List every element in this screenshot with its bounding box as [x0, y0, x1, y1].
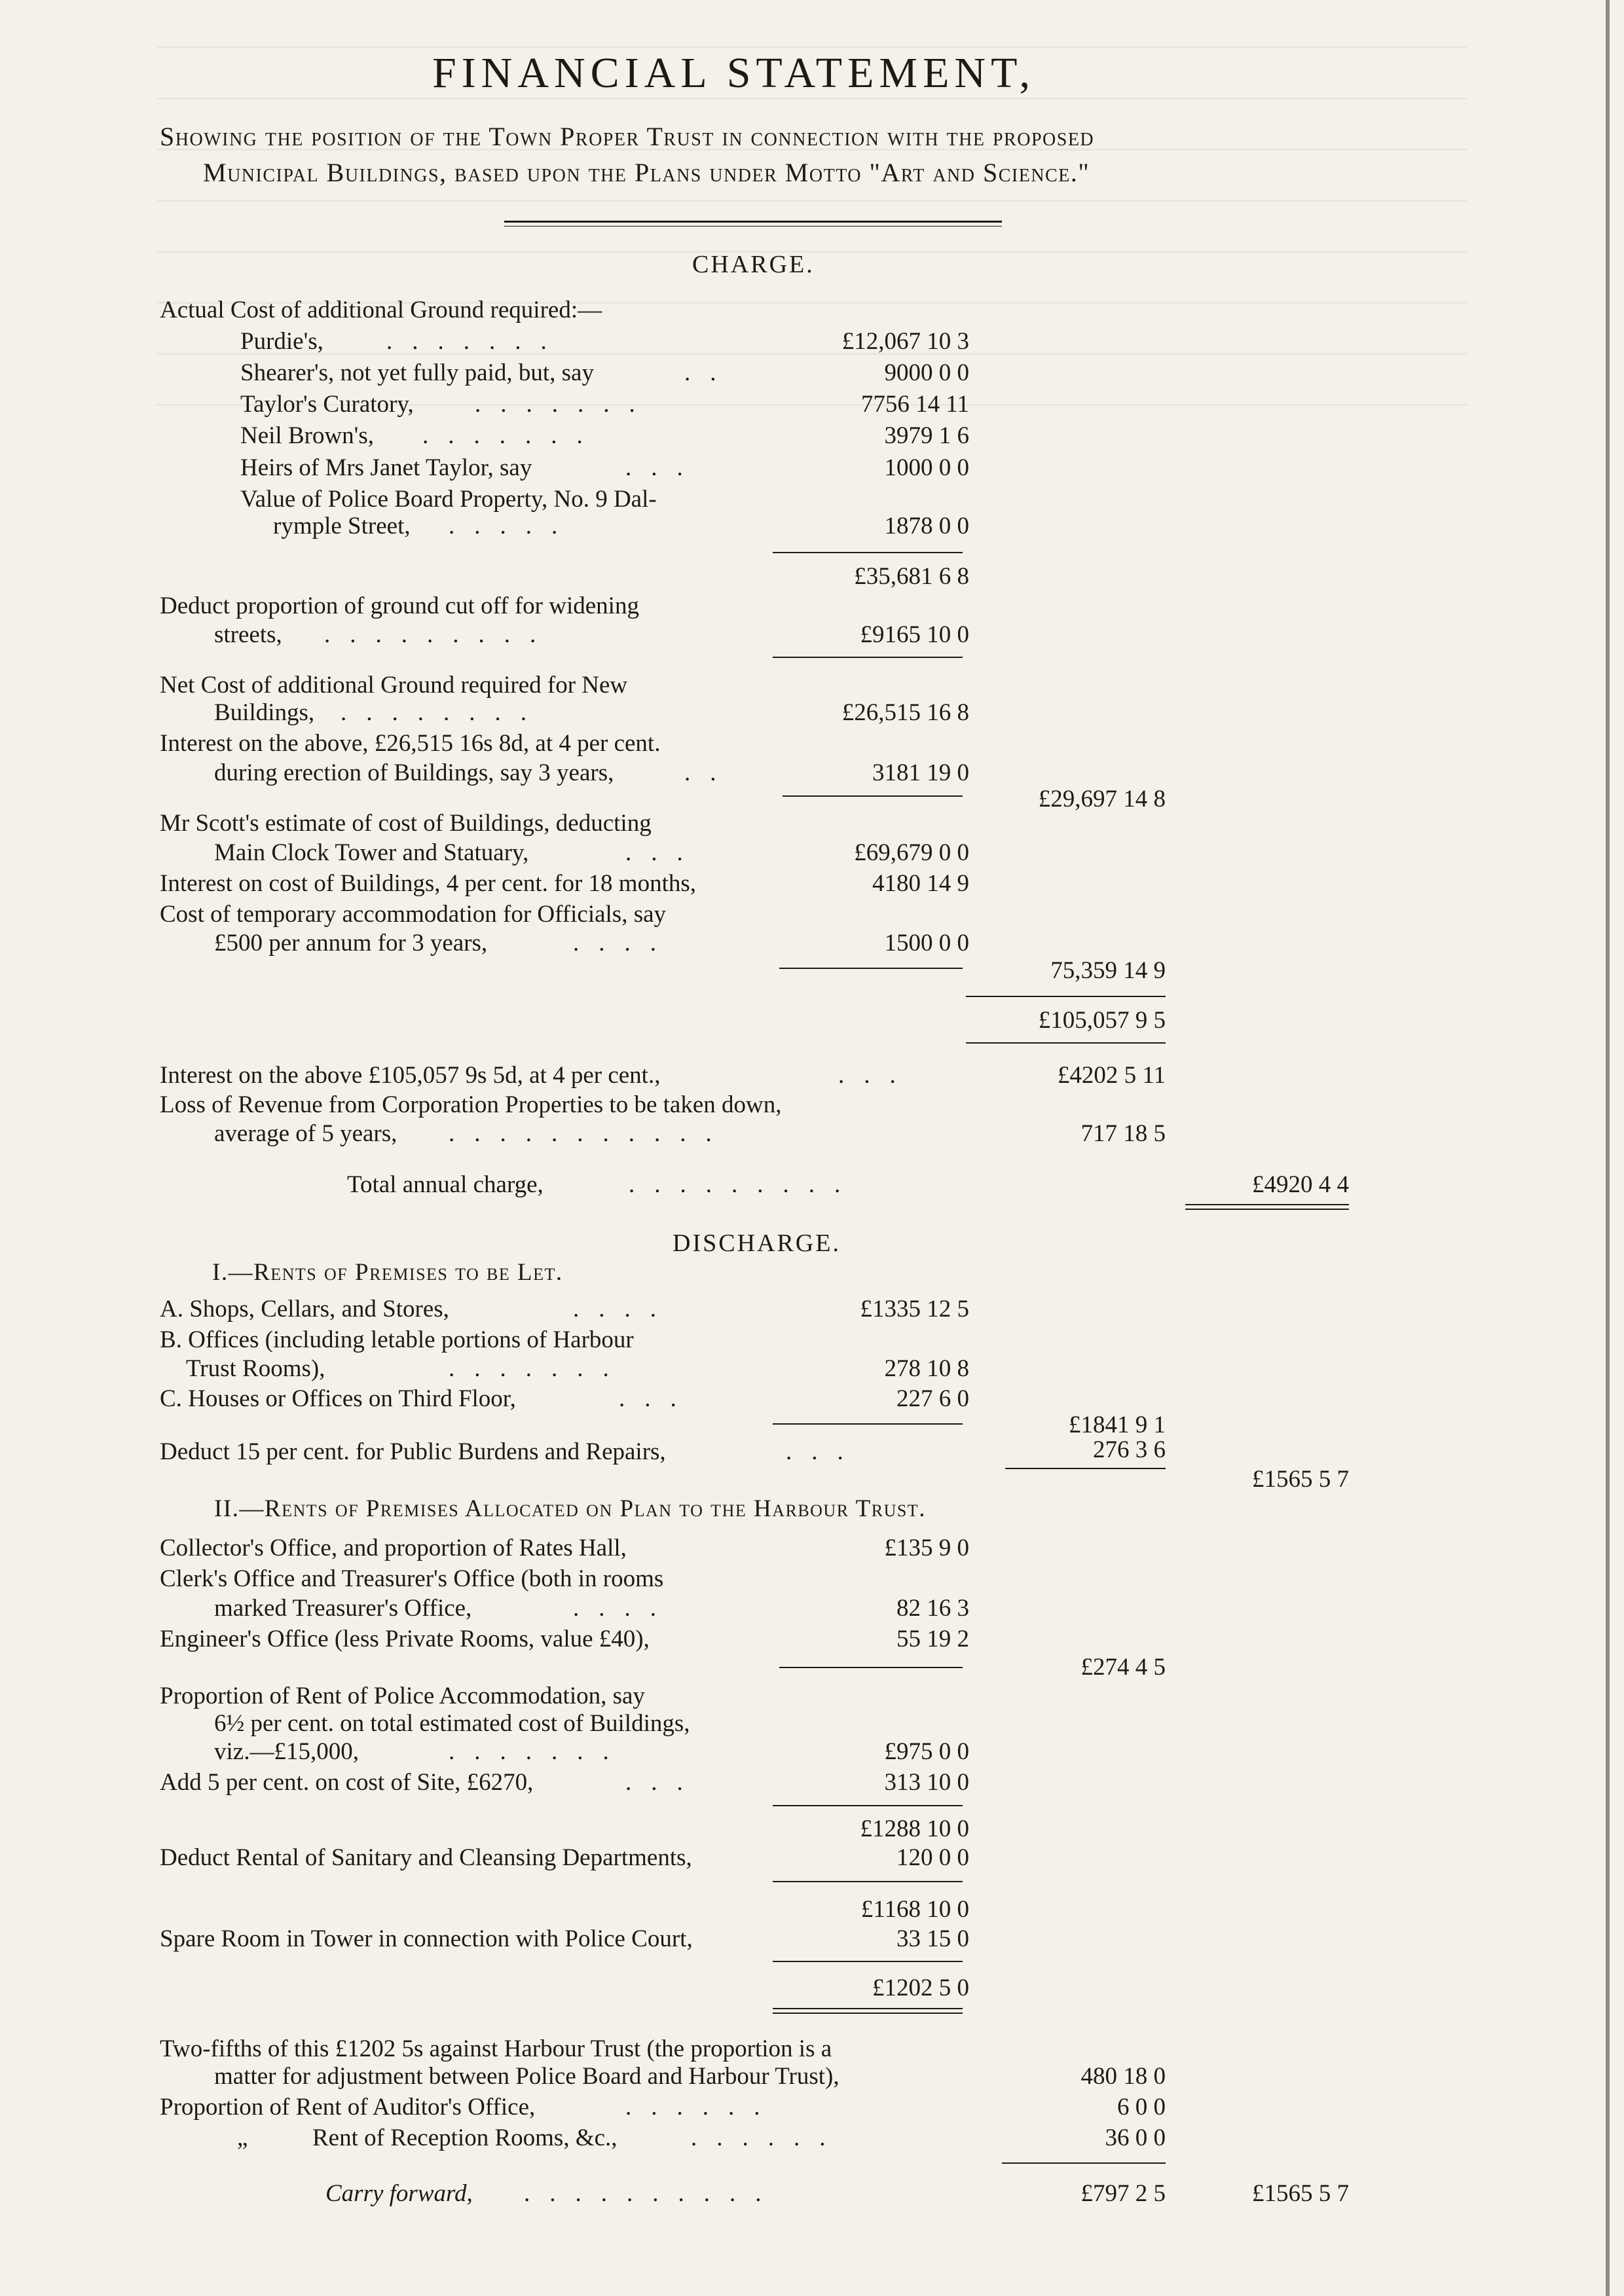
spare-label: Spare Room in Tower in connection with Police Court, [160, 1925, 693, 1952]
engineer-label: Engineer's Office (less Private Rooms, value £40), [160, 1626, 650, 1652]
page-edge [1606, 0, 1610, 2296]
leader-dots: ... [786, 1438, 863, 1465]
loss-amount: 717 18 5 [1080, 1120, 1166, 1147]
houses-label: C. Houses or Offices on Third Floor, [160, 1385, 516, 1412]
title-rule-thin [504, 226, 1002, 227]
sum-2: £1168 10 0 [860, 1896, 969, 1923]
interest-label-2: during erection of Buildings, say 3 years, [214, 759, 614, 786]
police-label-3: viz.—£15,000, [214, 1738, 359, 1765]
deduct15-amount: 276 3 6 [1093, 1436, 1166, 1463]
sum-3: £1202 5 0 [872, 1975, 969, 2001]
sanitary-amount: 120 0 0 [896, 1844, 969, 1871]
leader-dots: ......... [629, 1171, 860, 1198]
clerk-label-2: marked Treasurer's Office, [214, 1595, 472, 1622]
section-1-heading: I.—Rents of Premises to be Let. [212, 1259, 563, 1286]
sum-rule [773, 1961, 963, 1962]
item-taylor-curatory-amount: 7756 14 11 [860, 391, 969, 418]
houses-amount: 227 6 0 [896, 1385, 969, 1412]
collector-label: Collector's Office, and proportion of Rates Hall, [160, 1535, 627, 1561]
spare-amount: 33 15 0 [896, 1925, 969, 1952]
discharge-heading: DISCHARGE. [673, 1230, 841, 1257]
police-label-2: 6½ per cent. on total estimated cost of Buildings, [214, 1710, 690, 1737]
auditor-amount: 6 0 0 [1117, 2094, 1166, 2121]
site-amount: 313 10 0 [884, 1769, 969, 1796]
clerk-label-1: Clerk's Office and Treasurer's Office (both in rooms [160, 1565, 664, 1592]
deduct-amount: £9165 10 0 [860, 621, 969, 648]
reception-label: Rent of Reception Rooms, &c., [312, 2124, 618, 2151]
police-label-1: Proportion of Rent of Police Accommodation, say [160, 1683, 645, 1709]
shops-label: A. Shops, Cellars, and Stores, [160, 1296, 449, 1322]
leader-dots: .. [684, 359, 736, 386]
item-shearer-amount: 9000 0 0 [884, 359, 969, 386]
charge-heading: CHARGE. [692, 251, 815, 278]
sum-rule [773, 657, 963, 658]
sum-rule [773, 1881, 963, 1882]
net-label-1: Net Cost of additional Ground required for New [160, 672, 628, 699]
item-police-board-amount: 1878 0 0 [884, 513, 969, 539]
site-label: Add 5 per cent. on cost of Site, £6270, [160, 1769, 534, 1796]
offices-total: £274 4 5 [1080, 1654, 1166, 1681]
leader-dots: ... [625, 839, 703, 866]
scott-amount: £69,679 0 0 [854, 839, 969, 866]
item-taylor-curatory-label: Taylor's Curatory, [240, 391, 414, 418]
leader-dots: ... [625, 1769, 703, 1796]
sum-rule [773, 1805, 963, 1806]
leader-dots: ...... [691, 2124, 845, 2151]
subtitle-line-2: Municipal Buildings, based upon the Plans under Motto "Art and Science." [203, 158, 1090, 187]
twofifths-label-2: matter for adjustment between Police Board and Harbour Trust), [214, 2063, 840, 2090]
shops-amount: £1335 12 5 [860, 1296, 969, 1322]
auditor-label: Proportion of Rent of Auditor's Office, [160, 2094, 536, 2121]
ground-subtotal: £29,697 14 8 [1038, 786, 1166, 812]
leader-dots: ....... [449, 1355, 629, 1382]
leader-dots: ....... [475, 391, 655, 418]
sum-rule [966, 1042, 1166, 1044]
police-amount: £975 0 0 [884, 1738, 969, 1765]
item-police-board-label-2: rymple Street, [273, 513, 411, 539]
collector-amount: £135 9 0 [884, 1535, 969, 1561]
engineer-amount: 55 19 2 [896, 1626, 969, 1652]
loss-label-1: Loss of Revenue from Corporation Properties to be taken down, [160, 1091, 782, 1118]
sum-rule [773, 552, 963, 553]
item-neil-brown-amount: 3979 1 6 [884, 422, 969, 449]
net-amount: £26,515 16 8 [841, 699, 969, 726]
offices-amount: 278 10 8 [884, 1355, 969, 1382]
sanitary-label: Deduct Rental of Sanitary and Cleansing Departments, [160, 1844, 692, 1871]
int-build-amount: 4180 14 9 [872, 870, 969, 897]
sum-rule [966, 996, 1166, 997]
total-rule-double [1185, 1209, 1349, 1210]
deduct-label-2: streets, [214, 621, 282, 648]
title-rule [504, 221, 1002, 223]
interest-amount: 3181 19 0 [872, 759, 969, 786]
page-title: FINANCIAL STATEMENT, [432, 49, 1035, 97]
section-1-net: £1565 5 7 [1252, 1466, 1349, 1493]
subtitle-line-1: Showing the position of the Town Proper Trust in connection with the proposed [160, 122, 1095, 151]
scott-label-2: Main Clock Tower and Statuary, [214, 839, 529, 866]
temp-amount: 1500 0 0 [884, 930, 969, 957]
leader-dots: ... [838, 1062, 915, 1089]
leader-dots: ...... [625, 2094, 780, 2121]
clerk-amount: 82 16 3 [896, 1595, 969, 1622]
int-total-amount: £4202 5 11 [1057, 1062, 1166, 1089]
build-subtotal: 75,359 14 9 [1050, 957, 1166, 984]
sum-rule [1002, 2162, 1166, 2164]
total-rule [1185, 1204, 1349, 1205]
twofifths-amount: 480 18 0 [1080, 2063, 1166, 2090]
annual-label: Total annual charge, [347, 1171, 544, 1198]
leader-dots: .......... [524, 2180, 781, 2207]
leader-dots: ........... [449, 1120, 731, 1147]
item-purdie-label: Purdie's, [240, 328, 323, 355]
leader-dots: ......... [324, 621, 556, 648]
item-janet-taylor-label: Heirs of Mrs Janet Taylor, say [240, 454, 532, 481]
item-police-board-label-1: Value of Police Board Property, No. 9 Dal- [240, 486, 657, 513]
item-janet-taylor-amount: 1000 0 0 [884, 454, 969, 481]
leader-dots: ..... [449, 513, 578, 539]
carry-forward-amount-1: £797 2 5 [1080, 2180, 1166, 2207]
section-2-heading: II.—Rents of Premises Allocated on Plan to the Harbour Trust. [214, 1495, 926, 1522]
deduct15-label: Deduct 15 per cent. for Public Burdens and Repairs, [160, 1438, 666, 1465]
leader-dots: ....... [422, 422, 602, 449]
deduct-label-1: Deduct proportion of ground cut off for widening [160, 592, 639, 619]
twofifths-label-1: Two-fifths of this £1202 5s against Harbour Trust (the proportion is a [160, 2035, 832, 2062]
int-total-label: Interest on the above £105,057 9s 5d, at 4 per cent., [160, 1062, 661, 1089]
leader-dots: ....... [449, 1738, 629, 1765]
sum-rule-double [773, 2013, 963, 2014]
annual-amount: £4920 4 4 [1252, 1171, 1349, 1198]
sum-1: £1288 10 0 [860, 1815, 969, 1842]
leader-dots: .... [573, 1296, 676, 1322]
leader-dots: .. [684, 759, 736, 786]
offices-label-1: B. Offices (including letable portions of Harbour [160, 1326, 634, 1353]
leader-dots: .... [573, 930, 676, 957]
leader-dots: .... [573, 1595, 676, 1622]
ground-total: £35,681 6 8 [854, 563, 969, 590]
temp-label-2: £500 per annum for 3 years, [214, 930, 488, 957]
section-1-total: £1841 9 1 [1069, 1412, 1166, 1438]
leader-dots: ... [625, 454, 703, 481]
offices-label-2: Trust Rooms), [186, 1355, 325, 1382]
reception-amount: 36 0 0 [1105, 2124, 1166, 2151]
leader-dots: ........ [341, 699, 546, 726]
ground-intro: Actual Cost of additional Ground required:— [160, 297, 602, 323]
loss-label-2: average of 5 years, [214, 1120, 397, 1147]
interest-label-1: Interest on the above, £26,515 16s 8d, at 4 per cent. [160, 730, 661, 757]
leader-dots: ... [619, 1385, 696, 1412]
grand-total: £105,057 9 5 [1038, 1007, 1166, 1034]
ditto-mark: „ [237, 2124, 248, 2151]
item-shearer-label: Shearer's, not yet fully paid, but, say [240, 359, 594, 386]
carry-forward-label: Carry forward, [325, 2180, 473, 2207]
net-label-2: Buildings, [214, 699, 315, 726]
item-neil-brown-label: Neil Brown's, [240, 422, 374, 449]
sum-rule [773, 2008, 963, 2009]
scott-label-1: Mr Scott's estimate of cost of Buildings, deducting [160, 810, 652, 837]
carry-forward-amount-2: £1565 5 7 [1252, 2180, 1349, 2207]
int-build-label: Interest on cost of Buildings, 4 per cent. for 18 months, [160, 870, 697, 897]
item-purdie-amount: £12,067 10 3 [841, 328, 969, 355]
temp-label-1: Cost of temporary accommodation for Officials, say [160, 901, 667, 928]
leader-dots: ....... [386, 328, 566, 355]
